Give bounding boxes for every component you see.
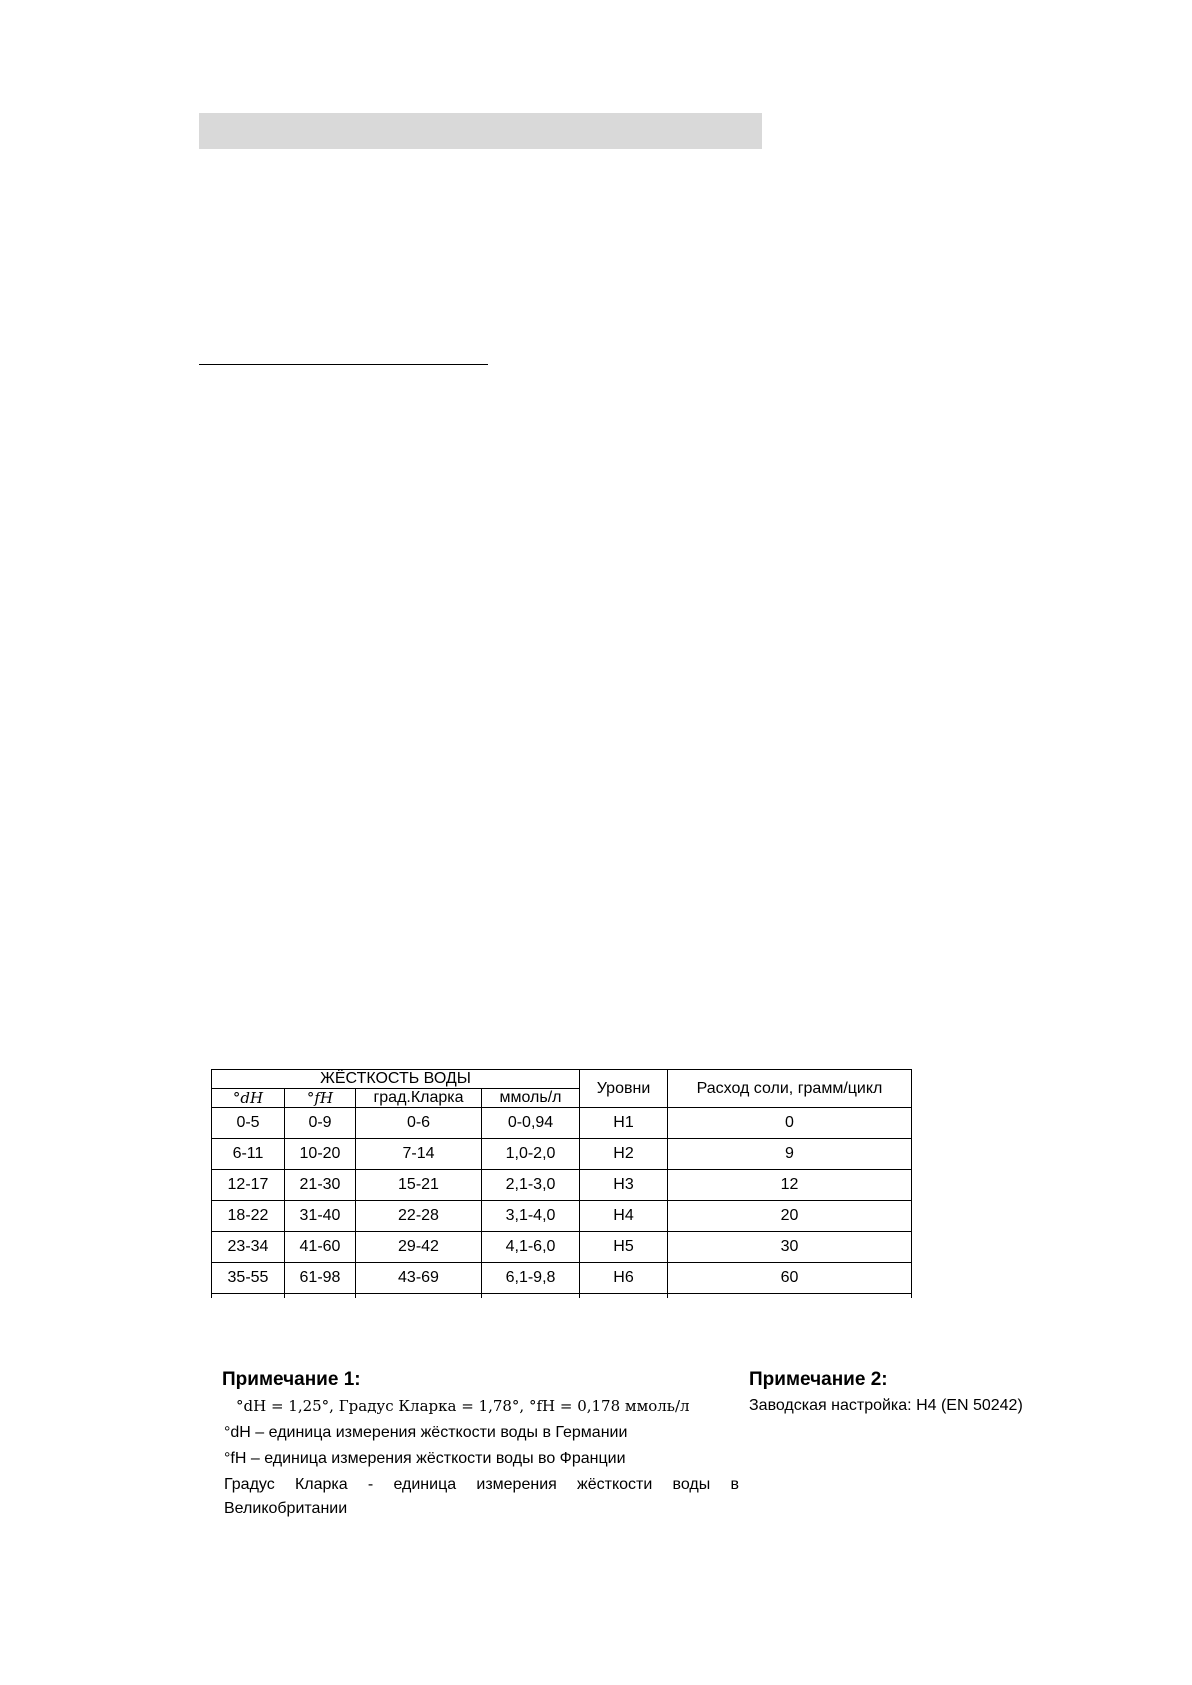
note-1-clark-definition-cont: Великобритании [224,1500,348,1517]
table-cell: 31-40 [285,1201,356,1232]
table-cell: 20 [668,1201,912,1232]
table-row [212,1108,912,1139]
table-cell: 10-20 [285,1139,356,1170]
note-1-clark-definition: Градус Кларка - единица измерения жёсткости воды в [224,1476,739,1493]
table-cell: 0-0,94 [482,1108,580,1139]
unit-mmol-header: ммоль/л [482,1089,580,1108]
note-2-title: Примечание 2: [749,1369,888,1390]
table-cell: 9 [668,1139,912,1170]
table-cell: 1,0-2,0 [482,1139,580,1170]
note-1-fh-definition: °fH – единица измерения жёсткости воды во Франции [224,1450,626,1467]
table-cell: 30 [668,1232,912,1263]
table-cell: H3 [580,1170,668,1201]
table-cell: 21-30 [285,1170,356,1201]
table-row [212,1139,912,1170]
table-cell: 0-5 [212,1108,285,1139]
table-cell: 6,1-9,8 [482,1263,580,1294]
unit-fh-header: °fH [285,1089,356,1108]
table-row [212,1201,912,1232]
table-cell: 12 [668,1170,912,1201]
levels-header: Уровни [580,1070,668,1108]
note-1-formula: °dH = 1,25°, Градус Кларка = 1,78°, °fH = 0,178 ммоль/л [236,1397,690,1415]
redacted-heading-bar [199,113,762,149]
unit-dh-header: °dH [212,1089,285,1108]
table-cell: 35-55 [212,1263,285,1294]
table-cell: 0 [668,1108,912,1139]
table-cell: 22-28 [356,1201,482,1232]
table-cell: H4 [580,1201,668,1232]
table-cell: 41-60 [285,1232,356,1263]
table-cell: 12-17 [212,1170,285,1201]
table-cell: 18-22 [212,1201,285,1232]
heading-underline [199,364,488,365]
table-cell: 2,1-3,0 [482,1170,580,1201]
table-cell: 15-21 [356,1170,482,1201]
table-cell: H2 [580,1139,668,1170]
table-cell: 6-11 [212,1139,285,1170]
table-cell: 3,1-4,0 [482,1201,580,1232]
table-cell: 60 [668,1263,912,1294]
table-cell: 29-42 [356,1232,482,1263]
note-2-factory-setting: Заводская настройка: H4 (EN 50242) [749,1397,1023,1414]
salt-consumption-header: Расход соли, грамм/цикл [668,1070,912,1108]
table-row [212,1170,912,1201]
water-hardness-header: ЖЁСТКОСТЬ ВОДЫ [212,1070,580,1089]
table-header-row [212,1070,912,1089]
table-cell: 4,1-6,0 [482,1232,580,1263]
table-cell: H5 [580,1232,668,1263]
table-cell: 43-69 [356,1263,482,1294]
table-cell: 23-34 [212,1232,285,1263]
unit-clark-header: град.Кларка [356,1089,482,1108]
table-row [212,1263,912,1294]
water-hardness-table [211,1069,912,1298]
table-row [212,1232,912,1263]
table-cell: 61-98 [285,1263,356,1294]
table-bottom-stub [212,1294,912,1299]
note-1-title: Примечание 1: [222,1369,361,1390]
table-cell: 0-9 [285,1108,356,1139]
table-cell: 7-14 [356,1139,482,1170]
note-1-dh-definition: °dH – единица измерения жёсткости воды в Германии [224,1424,628,1441]
table-cell: H6 [580,1263,668,1294]
table-cell: H1 [580,1108,668,1139]
table-cell: 0-6 [356,1108,482,1139]
